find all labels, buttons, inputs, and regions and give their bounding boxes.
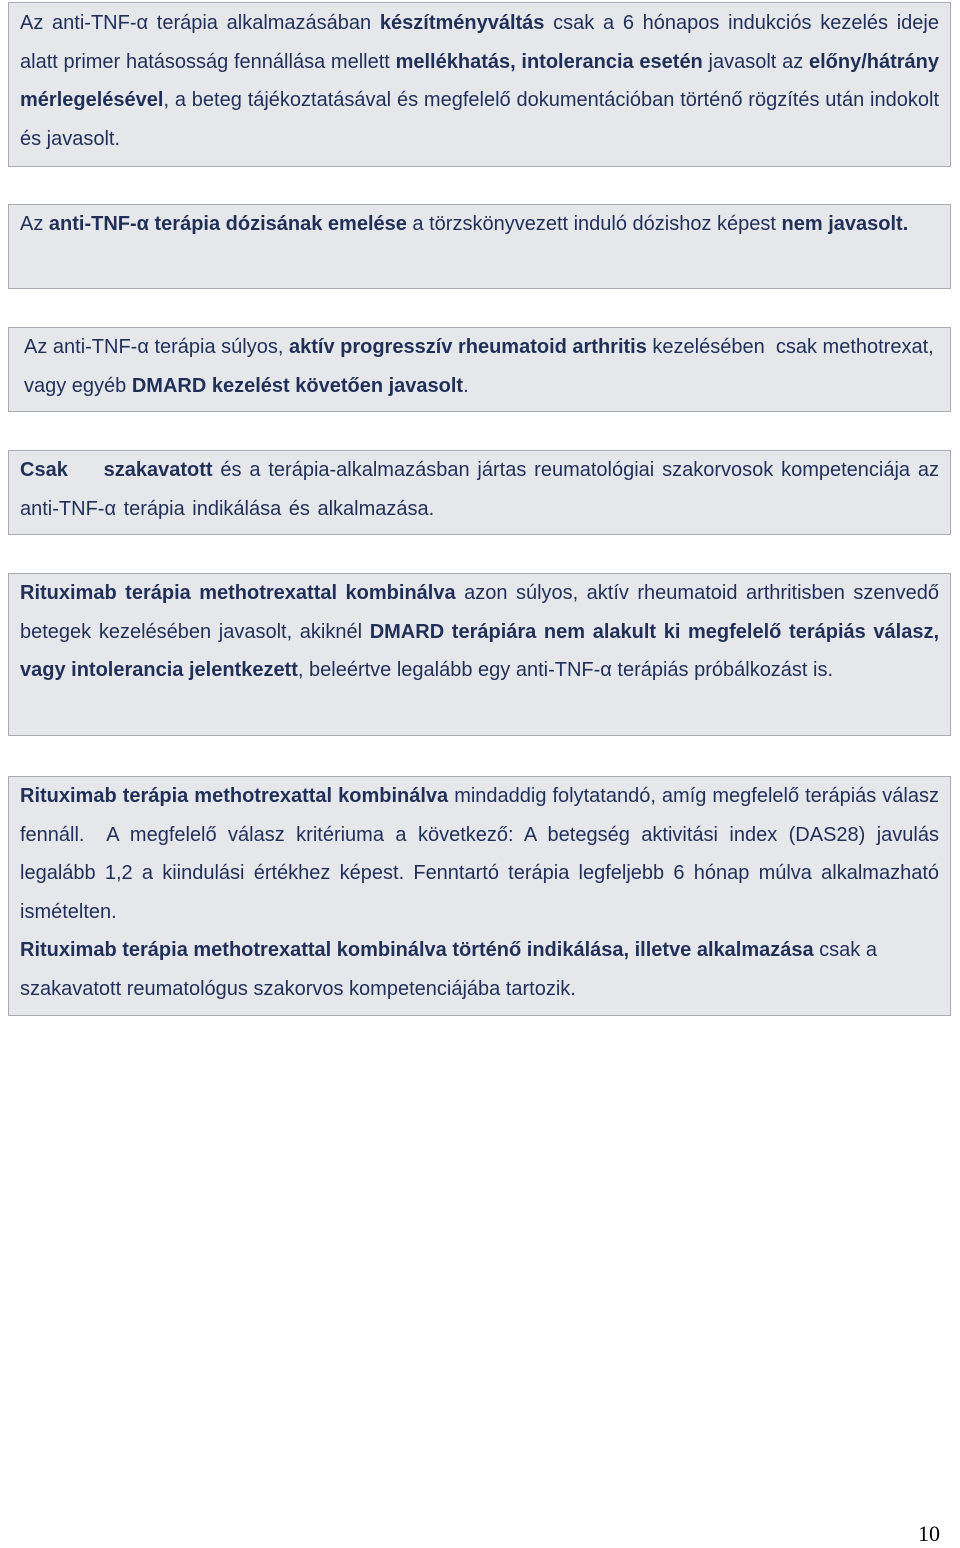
text-segment: kezelésében csak methotrexat, vagy egyéb — [24, 336, 940, 397]
text-segment-bold: DMARD terápiára nem alakult ki megfelelő terápiás válasz, vagy intolerancia jelentkezett — [20, 620, 939, 682]
text-segment: Az anti-TNF-α terápia alkalmazásában — [20, 12, 380, 34]
text-segment: Az anti-TNF-α terápia súlyos, — [24, 336, 289, 358]
text-segment: a törzskönyvezett induló dózishoz képest — [406, 213, 782, 235]
note-paragraph — [20, 451, 939, 528]
page-number: 10 — [918, 1521, 940, 1546]
note-paragraph — [20, 4, 939, 158]
text-segment-bold: Csak szakavatott — [20, 459, 213, 481]
text-segment: azon súlyos, aktív rheumatoid arthritisben szenvedő betegek kezelésében javasolt, akiknél — [20, 582, 939, 643]
text-segment-bold: Rituximab terápia methotrexattal kombinálva történő indikálása, illetve alkalmazása — [20, 939, 814, 962]
text-segment: , beleértve legalább egy anti-TNF-α terápiás próbálkozást is. — [297, 659, 834, 682]
text-segment: mindaddig folytatandó, amíg megfelelő terápiás válasz fennáll. A megfelelő válasz kritériuma a következő: A betegség aktivitási index (DAS28) javulás legalább 1,2 a kiindulási értékhez képest. Fenntartó terápia legfeljebb 6 hónap múlva alkalmazható ismételten. — [20, 785, 945, 923]
note-box-indication — [8, 327, 951, 412]
text-segment: , a beteg tájékoztatásával és megfelelő dokumentációban történő rögzítés után indokolt és javasolt. — [20, 89, 939, 150]
text-segment-bold: Rituximab terápia methotrexattal kombinálva — [20, 785, 449, 807]
text-segment-bold: aktív progresszív rheumatoid arthritis — [288, 336, 647, 358]
note-box-competence — [8, 450, 951, 535]
text-segment-bold: előny/hátrány mérlegelésével — [20, 50, 940, 112]
note-paragraph — [20, 777, 945, 931]
text-segment-bold: Rituximab terápia methotrexattal kombinálva — [20, 582, 456, 604]
text-segment-bold: DMARD kezelést követően javasolt — [131, 374, 464, 397]
note-paragraph — [24, 328, 939, 405]
note-box-dose-increase — [8, 204, 951, 289]
text-segment-bold: nem javasolt. — [781, 213, 909, 235]
text-segment-bold: anti-TNF-α terápia dózisának emelése — [48, 213, 407, 235]
note-box-product-switch — [8, 2, 951, 167]
text-segment: javasolt az — [702, 50, 809, 73]
text-segment-bold: készítményváltás — [379, 12, 545, 34]
note-paragraph — [20, 931, 939, 1008]
note-paragraph — [20, 205, 939, 244]
note-paragraph — [20, 574, 939, 690]
text-segment: Az — [20, 213, 49, 235]
note-box-rituximab-indication — [8, 573, 951, 736]
text-segment: és a terápia-alkalmazásban jártas reumatológiai szakorvosok kompetenciája az anti-TNF-α terápia indikálása és alkalmazása. — [20, 459, 939, 520]
text-segment: csak a 6 hónapos indukciós kezelés ideje alatt primer hatásosság fennállása mellett — [20, 12, 939, 73]
note-box-rituximab-continuation — [8, 776, 951, 1016]
text-segment: csak a szakavatott reumatológus szakorvos kompetenciájába tartozik. — [20, 939, 877, 1000]
text-segment-bold: mellékhatás, intolerancia esetén — [395, 50, 703, 73]
text-segment: . — [463, 374, 469, 397]
